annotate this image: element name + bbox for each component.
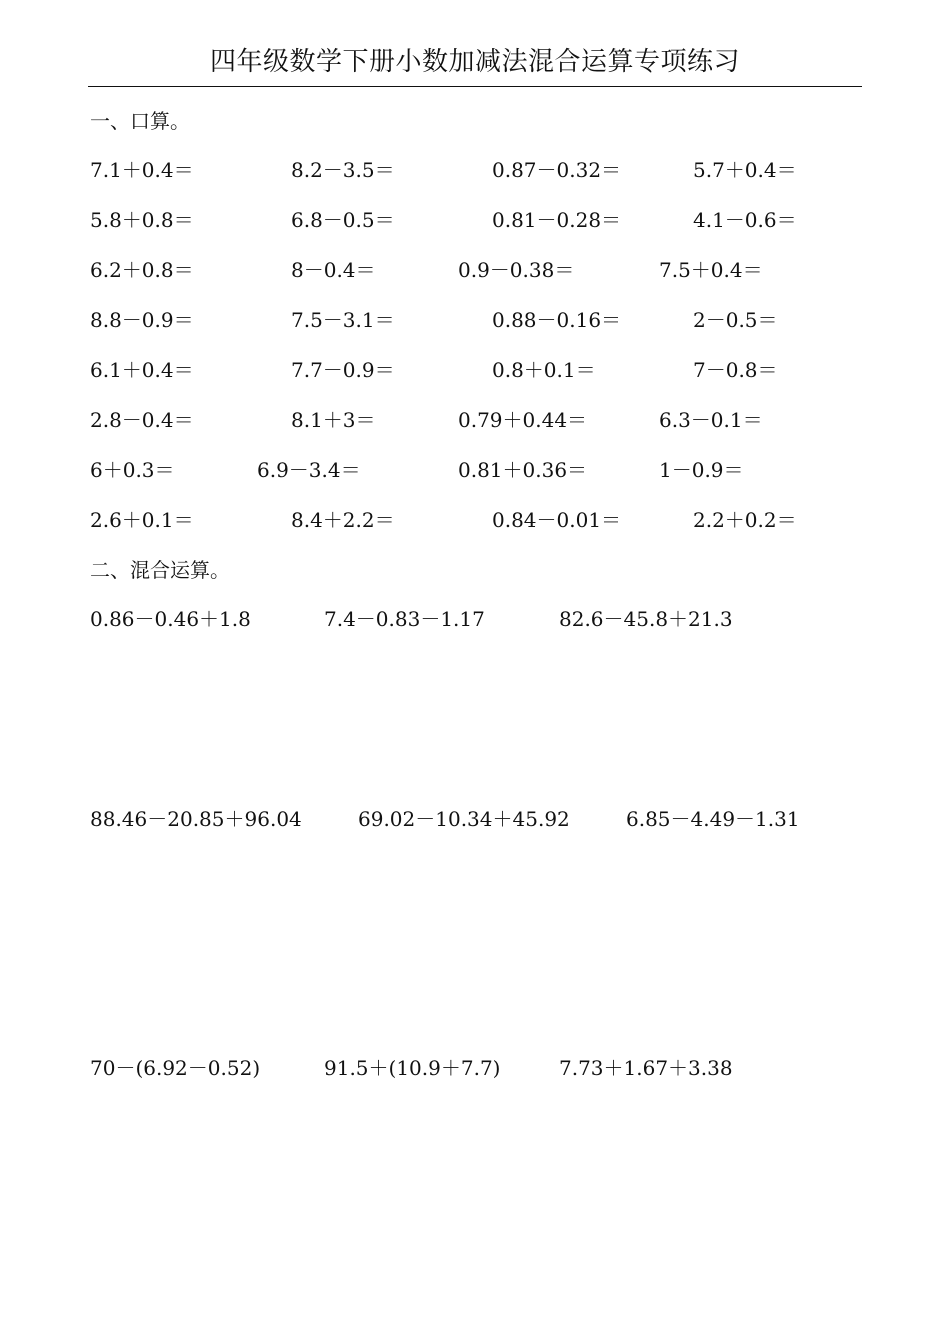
oral-problem: 2.2＋0.2＝ [693,508,797,532]
oral-problem: 6.8－0.5＝ [291,208,395,232]
oral-problem: 5.7＋0.4＝ [693,158,797,182]
mixed-problem: 82.6－45.8＋21.3 [559,607,733,631]
mixed-problem: 7.4－0.83－1.17 [324,607,485,631]
oral-problem: 7－0.8＝ [693,358,778,382]
oral-problem: 7.5＋0.4＝ [659,258,763,282]
mixed-problem: 88.46－20.85＋96.04 [90,807,302,831]
oral-problem: 5.8＋0.8＝ [90,208,194,232]
oral-problem: 2－0.5＝ [693,308,778,332]
oral-problem: 7.5－3.1＝ [291,308,395,332]
oral-problem: 6.3－0.1＝ [659,408,763,432]
oral-problem: 7.1＋0.4＝ [90,158,194,182]
oral-problem: 6＋0.3＝ [90,458,175,482]
oral-problem: 0.81＋0.36＝ [458,458,588,482]
section1-heading: 一、口算。 [90,109,190,133]
oral-problem: 8.1＋3＝ [291,408,376,432]
oral-problem: 8.4＋2.2＝ [291,508,395,532]
oral-problem: 2.6＋0.1＝ [90,508,194,532]
oral-problem: 7.7－0.9＝ [291,358,395,382]
oral-problem: 8－0.4＝ [291,258,376,282]
oral-problem: 8.8－0.9＝ [90,308,194,332]
oral-problem: 4.1－0.6＝ [693,208,797,232]
mixed-problem: 6.85－4.49－1.31 [626,807,800,831]
mixed-problem: 91.5＋(10.9＋7.7) [324,1056,501,1080]
oral-problem: 6.2＋0.8＝ [90,258,194,282]
oral-problem: 0.79＋0.44＝ [458,408,588,432]
oral-problem: 8.2－3.5＝ [291,158,395,182]
oral-problem: 0.8＋0.1＝ [492,358,596,382]
mixed-problem: 7.73＋1.67＋3.38 [559,1056,733,1080]
oral-problem: 6.9－3.4＝ [257,458,361,482]
oral-problem: 1－0.9＝ [659,458,744,482]
oral-problem: 0.81－0.28＝ [492,208,622,232]
oral-problem: 2.8－0.4＝ [90,408,194,432]
oral-problem: 0.87－0.32＝ [492,158,622,182]
mixed-problem: 0.86－0.46＋1.8 [90,607,251,631]
mixed-problem: 69.02－10.34＋45.92 [358,807,570,831]
page-title: 四年级数学下册小数加减法混合运算专项练习 [209,47,740,77]
section2-heading: 二、混合运算。 [90,558,230,582]
oral-problem: 6.1＋0.4＝ [90,358,194,382]
title-underline [88,86,862,87]
oral-problem: 0.88－0.16＝ [492,308,622,332]
oral-problem: 0.84－0.01＝ [492,508,622,532]
mixed-problem: 70－(6.92－0.52) [90,1056,261,1080]
oral-problem: 0.9－0.38＝ [458,258,575,282]
